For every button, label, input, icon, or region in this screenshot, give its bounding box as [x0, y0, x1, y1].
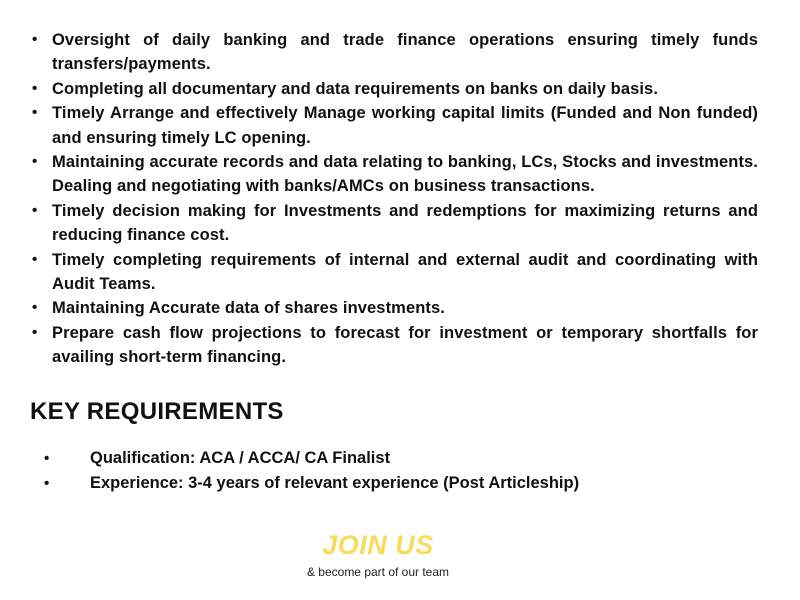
- responsibilities-list: [30, 28, 758, 370]
- list-item: [30, 296, 758, 320]
- bullet-icon: •: [44, 450, 50, 467]
- requirements-list: [44, 446, 579, 496]
- list-item: [30, 199, 758, 248]
- bullet-icon: •: [44, 475, 50, 492]
- join-tagline: & become part of our team: [306, 565, 450, 579]
- list-item: [30, 77, 758, 101]
- list-item: [44, 446, 579, 471]
- bullet-icon: •: [32, 250, 38, 268]
- list-item: [30, 101, 758, 150]
- requirement-text: Experience: 3-4 years of relevant experience (Post Articleship): [90, 474, 580, 492]
- bullet-icon: •: [32, 201, 38, 219]
- list-item: [30, 150, 758, 199]
- bullet-icon: •: [32, 299, 38, 317]
- bullet-icon: •: [32, 31, 38, 48]
- bullet-icon: •: [32, 153, 38, 171]
- responsibility-text: Completing all documentary and data requirements on banks on daily basis.: [52, 79, 659, 98]
- join-us-heading: JOIN US: [322, 530, 434, 560]
- responsibility-text: Timely decision making for Investments and redemptions for maximizing returns and reducing finance cost.: [52, 201, 758, 245]
- responsibility-text: Timely Arrange and effectively Manage working capital limits (Funded and Non funded) and ensuring timely LC opening.: [52, 104, 758, 147]
- responsibility-text: Prepare cash flow projections to forecast for investment or temporary shortfalls for availing short-term financing.: [52, 323, 758, 367]
- responsibility-text: Maintaining accurate records and data relating to banking, LCs, Stocks and investments. Dealing and negotiating with banks/AMCs on business transactions.: [52, 153, 758, 196]
- bullet-icon: •: [32, 104, 38, 122]
- bullet-icon: •: [32, 323, 38, 341]
- requirement-text: Qualification: ACA / ACCA/ CA Finalist: [90, 449, 391, 467]
- key-requirements-heading: KEY REQUIREMENTS: [30, 398, 284, 425]
- list-item: [30, 321, 758, 370]
- responsibility-text: Timely completing requirements of internal and external audit and coordinating with Audit Teams.: [52, 250, 758, 294]
- list-item: [44, 471, 579, 496]
- responsibility-text: Oversight of daily banking and trade finance operations ensuring timely funds transfers/payments.: [52, 31, 758, 74]
- responsibility-text: Maintaining Accurate data of shares investments.: [52, 299, 445, 318]
- list-item: [30, 28, 758, 77]
- bullet-icon: •: [32, 79, 38, 97]
- list-item: [30, 248, 758, 297]
